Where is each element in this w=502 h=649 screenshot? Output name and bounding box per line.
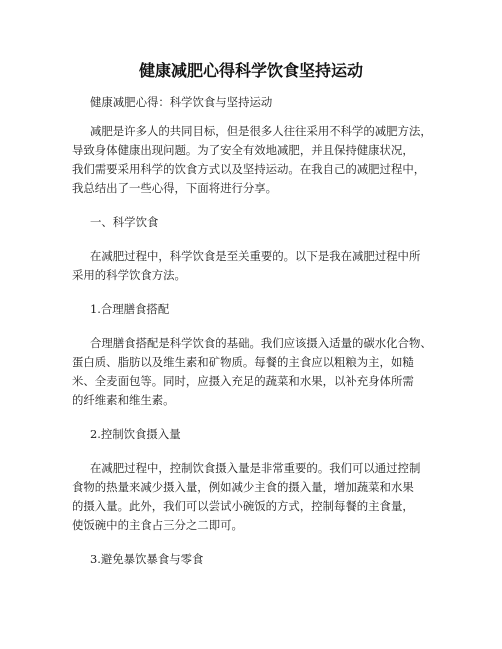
- section-heading: 一、科学饮食: [90, 215, 159, 229]
- paragraph-line: 导致身体健康出现问题。为了安全有效地减肥，并且保持健康状况，: [72, 143, 414, 157]
- paragraph-line: 我们需要采用科学的饮食方式以及坚持运动。在我自己的减肥过程中，: [72, 162, 426, 176]
- subtitle-line: 健康减肥心得：科学饮食与坚持运动: [90, 95, 273, 109]
- paragraph-line: 在减肥过程中，科学饮食是至关重要的。以下是我在减肥过程中所: [90, 249, 421, 263]
- subsection-heading: 3.避免暴饮暴食与零食: [90, 552, 204, 566]
- paragraph-line: 蛋白质、脂肪以及维生素和矿物质。每餐的主食应以粗粮为主，如糙: [72, 355, 414, 369]
- paragraph-line: 米、全麦面包等。同时，应摄入充足的蔬菜和水果，以补充身体所需: [72, 374, 414, 388]
- paragraph-line: 我总结出了一些心得，下面将进行分享。: [72, 181, 278, 195]
- paragraph-line: 的摄入量。此外，我们可以尝试小碗饭的方式，控制每餐的主食量，: [72, 499, 414, 513]
- subsection-heading: 1.合理膳食搭配: [90, 302, 170, 316]
- paragraph-line: 合理膳食搭配是科学饮食的基础。我们应该摄入适量的碳水化合物、: [90, 336, 432, 350]
- paragraph-line: 减肥是许多人的共同目标，但是很多人往往采用不科学的减肥方法，: [90, 124, 432, 138]
- paragraph-line: 食物的热量来减少摄入量，例如减少主食的摄入量，增加蔬菜和水果: [72, 480, 414, 494]
- subsection-heading: 2.控制饮食摄入量: [90, 427, 181, 441]
- paragraph-line: 采用的科学饮食方法。: [72, 268, 186, 282]
- paragraph-line: 在减肥过程中，控制饮食摄入量是非常重要的。我们可以通过控制: [90, 461, 421, 475]
- paragraph-line: 使饭碗中的主食占三分之二即可。: [72, 518, 243, 532]
- document-title: 健康减肥心得科学饮食坚持运动: [138, 61, 363, 80]
- paragraph-line: 的纤维素和维生素。: [72, 393, 175, 407]
